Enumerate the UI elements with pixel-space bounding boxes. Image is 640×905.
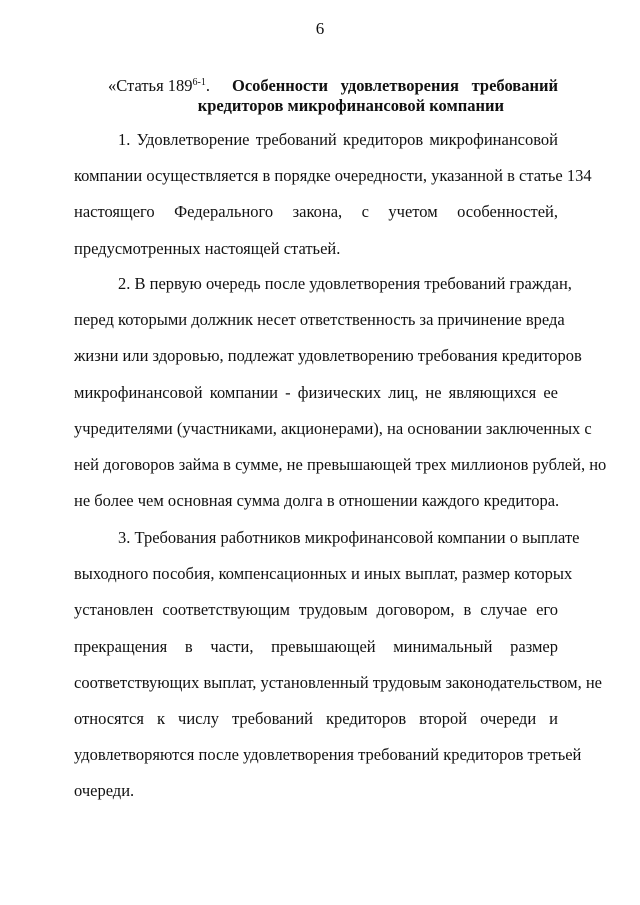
article-title-line-2: кредиторов микрофинансовой компании	[197, 96, 504, 115]
article-number	[108, 76, 210, 96]
title-word: удовлетворения	[340, 76, 459, 95]
text-line: очереди.	[74, 781, 135, 801]
heading-line-1	[108, 76, 558, 96]
text-line: 3. Требования работников микрофинансовой компании о выплате	[118, 528, 580, 547]
text-line: жизни или здоровью, подлежат удовлетворению требования кредиторов	[74, 346, 582, 366]
article-title-line-1	[232, 76, 558, 96]
article-superscript: 6-1	[192, 77, 206, 88]
text-line: относятся к числу требований кредиторов второй очереди и	[74, 709, 558, 729]
text-line: перед которыми должник несет ответственность за причинение вреда	[74, 310, 565, 330]
paragraph-2	[74, 266, 607, 519]
text-line: компании осуществляется в порядке очередности, указанной в статье 134	[74, 166, 592, 186]
page-number: 6	[315, 19, 325, 38]
text-line: предусмотренных настоящей статьей.	[74, 238, 341, 258]
title-word: требований	[471, 76, 558, 95]
paragraph-1	[74, 122, 592, 267]
text-line: настоящего Федерального закона, с учетом особенностей,	[74, 202, 558, 222]
paragraph-3	[74, 520, 602, 810]
article-prefix: «Статья 189	[108, 76, 193, 95]
title-word: Особенности	[232, 76, 328, 95]
article-suffix: .	[205, 76, 211, 95]
text-line: 2. В первую очередь после удовлетворения требований граждан,	[118, 274, 572, 293]
text-line: учредителями (участниками, акционерами), на основании заключенных с	[74, 418, 592, 438]
text-line: прекращения в части, превышающей минимальный размер	[74, 636, 558, 656]
text-line: не более чем основная сумма долга в отношении каждого кредитора.	[74, 491, 560, 511]
text-line: установлен соответствующим трудовым договором, в случае его	[74, 600, 558, 620]
text-line: 1. Удовлетворение требований кредиторов микрофинансовой	[118, 130, 558, 149]
text-line: ней договоров займа в сумме, не превышающей трех миллионов рублей, но	[74, 455, 607, 475]
text-line: выходного пособия, компенсационных и иных выплат, размер которых	[74, 564, 573, 584]
text-line: удовлетворяются после удовлетворения требований кредиторов третьей	[74, 745, 582, 765]
article-heading	[108, 76, 558, 116]
text-line: микрофинансовой компании - физических лиц, не являющихся ее	[74, 382, 558, 402]
text-line: соответствующих выплат, установленный трудовым законодательством, не	[74, 672, 602, 692]
